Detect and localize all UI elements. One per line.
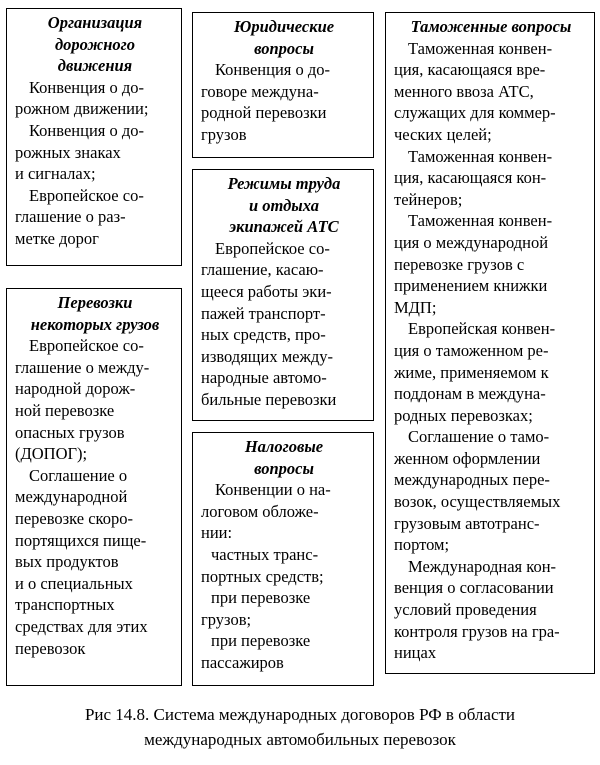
list-item: Конвенции о на- логовом обложе- нии:: [201, 480, 331, 543]
list-item: Таможенная конвен- ция о международной перевозке грузов с применением книжки МДП;: [394, 211, 553, 317]
list-item: Европейское со- глашение о раз- метке дорог: [15, 185, 144, 248]
sub-list-item: частных транс- портных средств;: [201, 544, 324, 586]
box-special-cargo: [6, 288, 182, 686]
box-legal-title: Юридические вопросы: [233, 17, 335, 58]
list-item: Таможенная конвен- ция, касающаяся вре- менного ввоза АТС, служащих для коммер- ческих целей;: [394, 38, 556, 144]
box-road-traffic: [6, 8, 182, 266]
box-work-rest: [192, 169, 374, 421]
list-item: Европейское со- глашение о между- народной дорож- ной перевозке опасных грузов (ДОПОГ);: [15, 336, 150, 464]
list-item: Соглашение о тамо- женном оформлении международных пере- возок, осуществляемых грузовым автотранс- портом;: [394, 427, 561, 555]
box-special-cargo-title: Перевозки некоторых грузов: [30, 293, 160, 334]
box-tax: [192, 432, 374, 686]
list-item: Конвенция о до- рожном движении;: [15, 77, 149, 119]
list-item: Международная кон- венция о согласовании условий проведения контроля грузов на гра- ницах: [394, 556, 560, 663]
box-tax-title: Налоговые вопросы: [244, 437, 324, 478]
list-item: Соглашение о международной перевозке скоро- портящихся пище- вых продуктов и о специальных транспортных средствах для этих перевозок: [15, 465, 148, 658]
box-customs-title: Таможенные вопросы: [410, 17, 572, 36]
list-item: Европейское со- глашение, касаю- щееся работы эки- пажей транспорт- ных средств, про- изводящих между- народные автомо- бильные перевозки: [201, 238, 337, 409]
list-item: Конвенция о до- говоре междуна- родной перевозки грузов: [201, 60, 331, 144]
box-road-traffic-title: Организация дорожного движения: [47, 13, 143, 76]
list-item: Конвенция о до- рожных знаках и сигналах;: [15, 120, 145, 184]
list-item: Европейская конвен- ция о таможенном ре- жиме, применяемом к поддонам в междуна- родных перевозках;: [394, 319, 556, 425]
figure-caption: Рис 14.8. Система международных договоров РФ в области международных автомобильных перевозок: [84, 705, 516, 749]
box-work-rest-title: Режимы труда и отдыха экипажей АТС: [227, 174, 341, 237]
sub-list-item: при перевозке грузов;: [201, 588, 311, 629]
list-item: Таможенная конвен- ция, касающаяся кон- тейнеров;: [394, 146, 553, 209]
box-customs: [385, 12, 595, 674]
box-legal: [192, 12, 374, 158]
sub-list-item: при перевозке пассажиров: [201, 631, 311, 672]
